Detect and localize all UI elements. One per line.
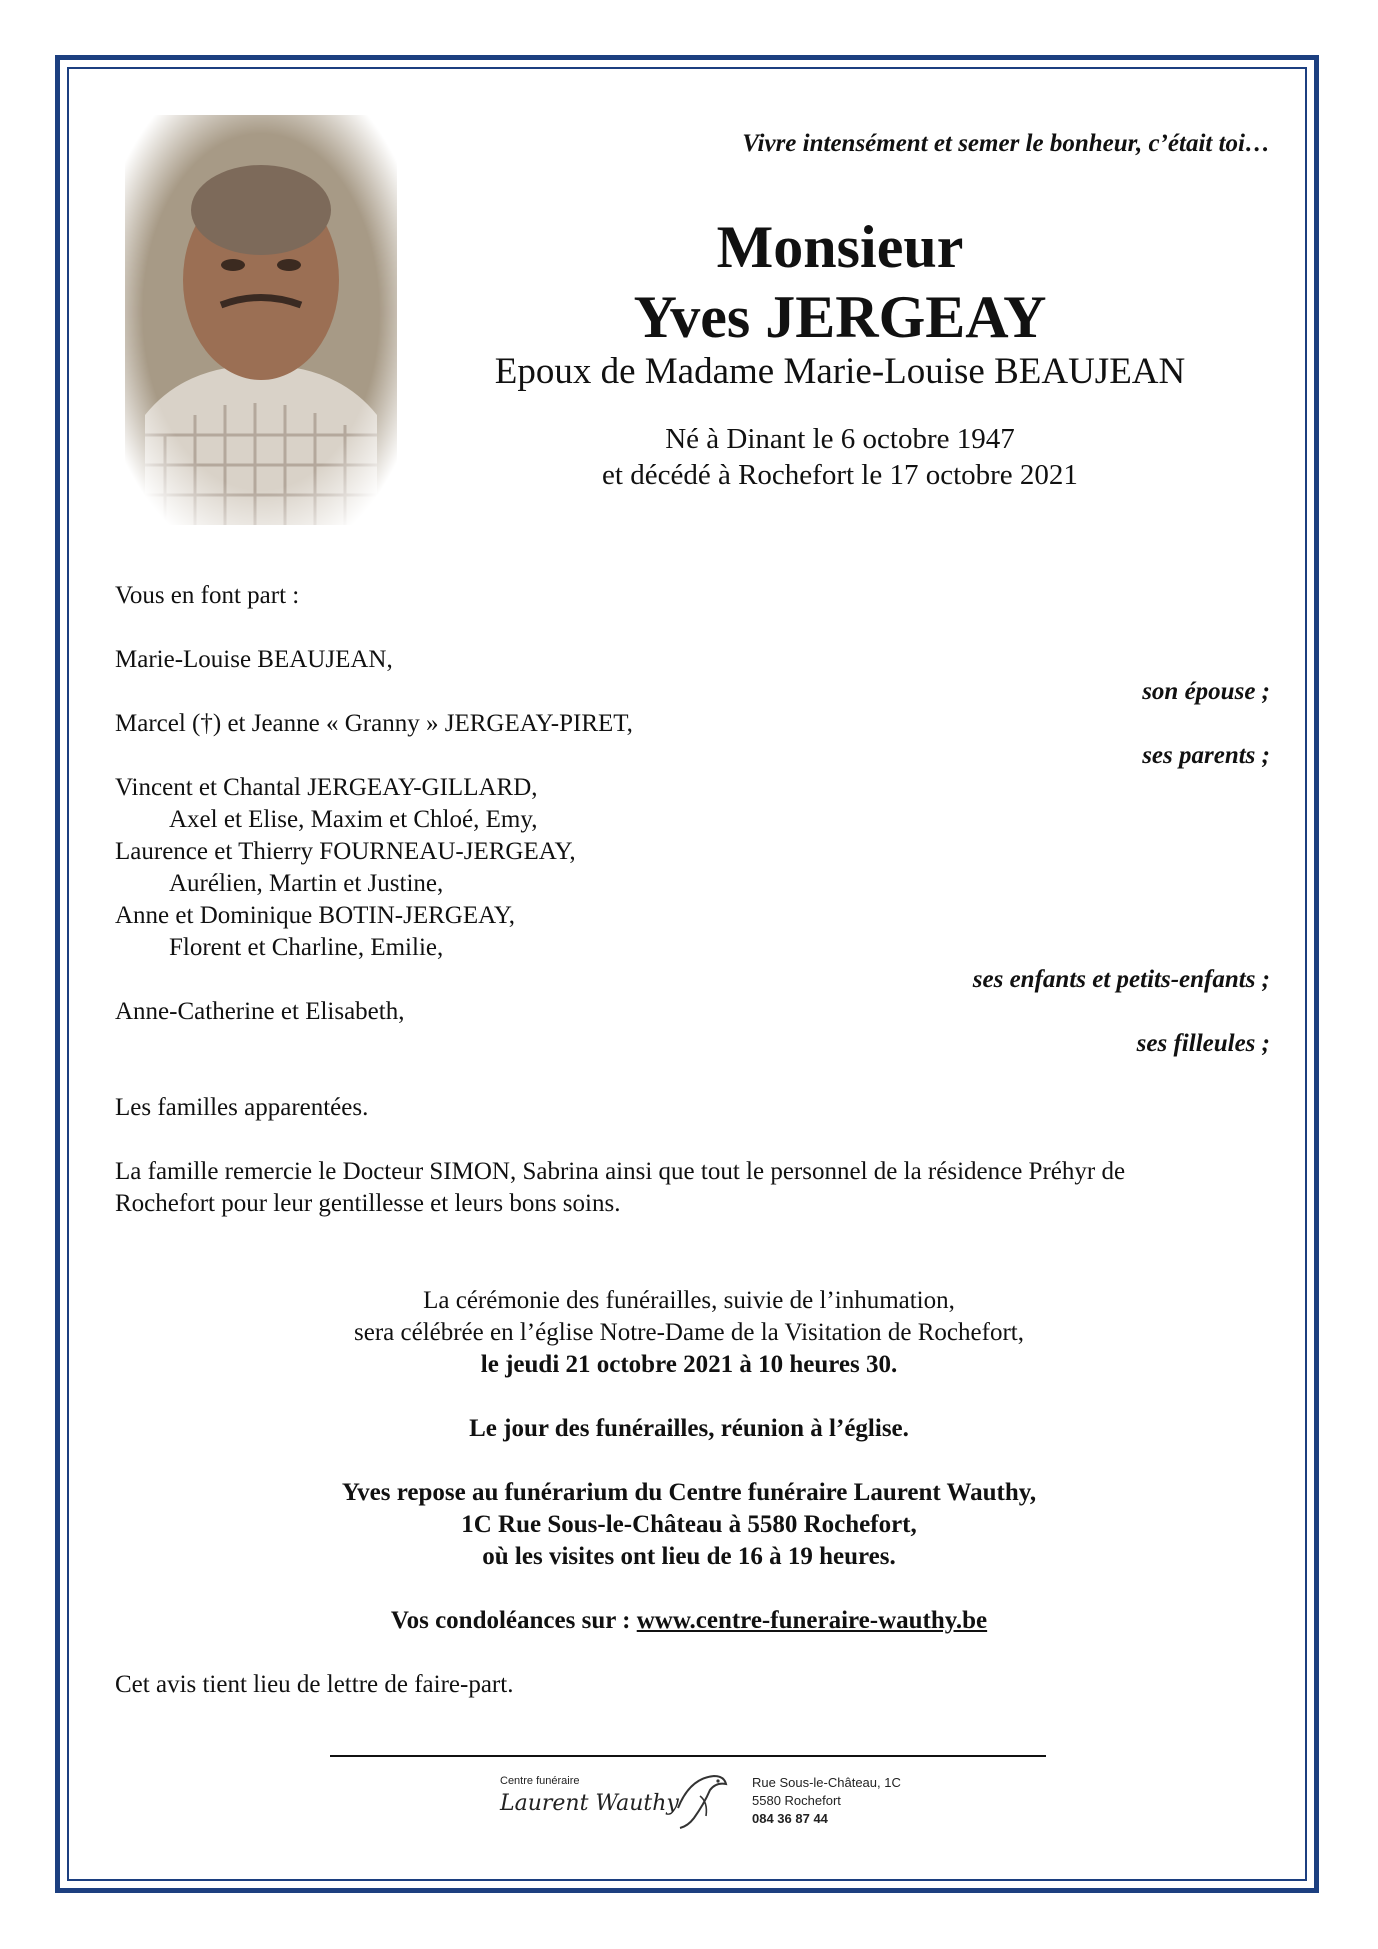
death-line: et décédé à Rochefort le 17 octobre 2021 (602, 459, 1078, 491)
tagline: Vivre intensément et semer le bonheur, c’était toi… (742, 130, 1270, 157)
rest-line-3: où les visites ont lieu de 16 à 19 heures. (482, 1543, 896, 1570)
footer-divider (330, 1755, 1046, 1757)
logo-name: Laurent Wauthy (500, 1791, 679, 1816)
bird-logo-icon (670, 1768, 730, 1830)
honorific-title: Monsieur (716, 214, 964, 280)
family-grandchildren-1: Axel et Elise, Maxim et Chloé, Emy, (169, 806, 538, 833)
gathering-note: Le jour des funérailles, réunion à l’église. (469, 1415, 909, 1442)
footer-address-1: Rue Sous-le-Château, 1C (752, 1775, 901, 1790)
closing-note: Cet avis tient lieu de lettre de faire-part. (115, 1671, 514, 1698)
rest-line-2: 1C Rue Sous-le-Château à 5580 Rochefort, (461, 1511, 917, 1538)
footer-address (752, 1774, 901, 1828)
family-wife: Marie-Louise BEAUJEAN, (115, 646, 393, 673)
ceremony-line-2: sera célébrée en l’église Notre-Dame de la Visitation de Rochefort, (354, 1319, 1024, 1346)
family-child-2: Laurence et Thierry FOURNEAU-JERGEAY, (115, 838, 576, 865)
condolences-line (115, 1605, 1263, 1637)
relation-children: ses enfants et petits-enfants ; (972, 966, 1270, 993)
logo-caption: Centre funéraire (500, 1775, 580, 1787)
family-grandchildren-3: Florent et Charline, Emilie, (169, 934, 444, 961)
family-child-1: Vincent et Chantal JERGEAY-GILLARD, (115, 774, 538, 801)
portrait-photo (125, 115, 397, 525)
thanks-line-2: Rochefort pour leur gentillesse et leurs bons soins. (115, 1190, 621, 1217)
family-parents: Marcel (†) et Jeanne « Granny » JERGEAY-PIRET, (115, 710, 633, 737)
intro-text: Vous en font part : (115, 582, 300, 609)
thanks-line-1: La famille remercie le Docteur SIMON, Sabrina ainsi que tout le personnel de la résidence Préhyr de (115, 1158, 1126, 1185)
family-grandchildren-2: Aurélien, Martin et Justine, (169, 870, 444, 897)
footer-address-2: 5580 Rochefort (752, 1793, 841, 1808)
rest-line-1: Yves repose au funérarium du Centre funéraire Laurent Wauthy, (341, 1479, 1037, 1506)
family-child-3: Anne et Dominique BOTIN-JERGEAY, (115, 902, 515, 929)
condolences-label: Vos condoléances sur : (390, 1607, 637, 1634)
ceremony-line-1: La cérémonie des funérailles, suivie de l’inhumation, (423, 1287, 955, 1314)
funeral-home-logo (500, 1760, 930, 1830)
spouse-line: Epoux de Madame Marie-Louise BEAUJEAN (494, 351, 1186, 392)
relation-parents: ses parents ; (1142, 742, 1270, 769)
relation-goddaughters: ses filleules ; (1136, 1030, 1270, 1057)
condolences-link[interactable]: www.centre-funeraire-wauthy.be (636, 1607, 988, 1634)
birth-line: Né à Dinant le 6 octobre 1947 (665, 423, 1015, 455)
family-related: Les familles apparentées. (115, 1094, 369, 1121)
ceremony-date: le jeudi 21 octobre 2021 à 10 heures 30. (480, 1351, 898, 1378)
relation-wife: son épouse ; (1142, 678, 1270, 705)
family-goddaughters: Anne-Catherine et Elisabeth, (115, 998, 405, 1025)
footer-phone: 084 36 87 44 (752, 1811, 828, 1826)
deceased-name: Yves JERGEAY (633, 284, 1047, 350)
